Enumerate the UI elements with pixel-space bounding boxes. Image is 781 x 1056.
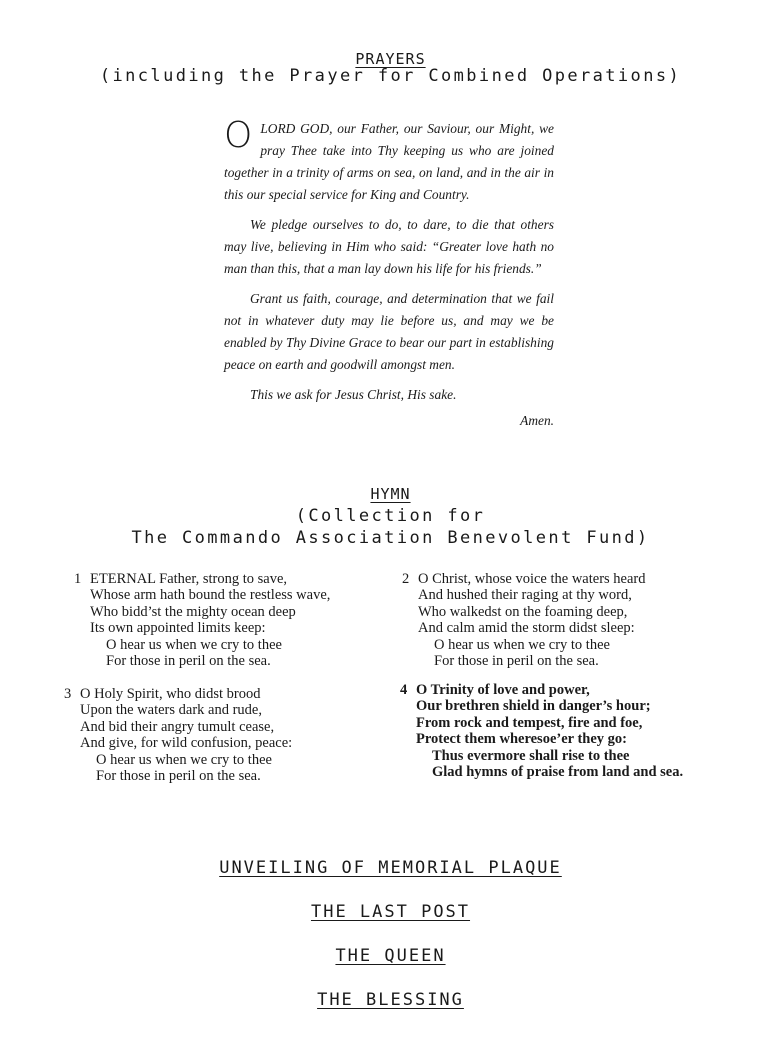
verse-refrain-line: For those in peril on the sea. [434,653,599,670]
verse-number: 4 [400,682,408,698]
verse-line: O Holy Spirit, who didst brood [80,686,261,702]
verse-line: O Trinity of love and power, [416,682,590,698]
prayer-paragraph-4: This we ask for Jesus Christ, His sake. [250,387,457,402]
prayer-paragraph-2: We pledge ourselves to do, to dare, to die that others may live, believing in Him who said: “Greater love hath no man than this, that a man lay down his life for his friends.” [224,217,554,276]
verse-line: Who walkedst on the foaming deep, [418,603,628,620]
the-blessing-heading: THE BLESSING [317,990,464,1010]
hymn-subtitle-line-2: The Commando Association Benevolent Fund) [131,528,650,548]
verse-line: Who bidd’st the mighty ocean deep [90,603,296,620]
drop-cap: O [224,115,253,156]
unveiling-plaque-heading: UNVEILING OF MEMORIAL PLAQUE [219,858,562,878]
verse-line: ETERNAL Father, strong to save, [90,571,288,587]
verse-line: Its own appointed limits keep: [90,620,266,637]
verse-line: And give, for wild confusion, peace: [80,735,293,752]
verse-line: Upon the waters dark and rude, [80,702,262,719]
verse-number: 1 [74,571,82,587]
verse-line: Our brethren shield in danger’s hour; [416,698,651,715]
verse-refrain-line: O hear us when we cry to thee [96,751,272,768]
prayer-paragraph-3: Grant us faith, courage, and determination that we fail not in whatever duty may lie before us, and may we be enabled by Thy Divine Grace to bear our part in establishing peace on earth and goodwill amongst men. [224,291,554,372]
last-post-heading: THE LAST POST [310,902,471,922]
verse-refrain-line: O hear us when we cry to thee [106,636,282,653]
prayer-amen: Amen. [520,413,554,428]
verse-line: And bid their angry tumult cease, [80,718,275,735]
verse-number: 3 [64,686,72,702]
hymn-subtitle-line-1: (Collection for [295,506,486,526]
verse-refrain-line: For those in peril on the sea. [96,768,261,785]
verse-number: 2 [402,571,410,587]
hymn-verse-3 [64,686,293,785]
verse-line: Whose arm hath bound the restless wave, [90,587,331,604]
verse-line: And calm amid the storm didst sleep: [418,620,635,637]
hymn-verse-1 [74,571,331,670]
verse-refrain-line: Thus evermore shall rise to thee [432,747,630,764]
prayer-paragraph-1-text: LORD GOD, our Father, our Saviour, our Might, we pray Thee take into Thy keeping us who are joined together in a trinity of arms on sea, on land, and in the air in this our special service for King and Country. [224,121,554,202]
hymn-heading: HYMN [370,485,411,503]
verse-refrain-line: O hear us when we cry to thee [434,636,610,653]
verse-line: Protect them wheresoe’er they go: [416,731,627,748]
verse-refrain-line: Glad hymns of praise from land and sea. [432,764,684,781]
hymn-verse-2 [402,571,646,670]
prayers-heading: PRAYERS [355,50,426,68]
verse-line: And hushed their raging at thy word, [418,587,632,604]
verse-line: O Christ, whose voice the waters heard [418,571,646,587]
prayers-subtitle: (including the Prayer for Combined Operations) [99,66,682,86]
verse-refrain-line: For those in peril on the sea. [106,653,271,670]
verse-line: From rock and tempest, fire and foe, [416,714,643,731]
prayer-paragraph-1 [224,115,554,206]
the-queen-heading: THE QUEEN [335,946,446,966]
prayer-text [224,115,554,432]
hymn-verse-4 [400,682,684,781]
